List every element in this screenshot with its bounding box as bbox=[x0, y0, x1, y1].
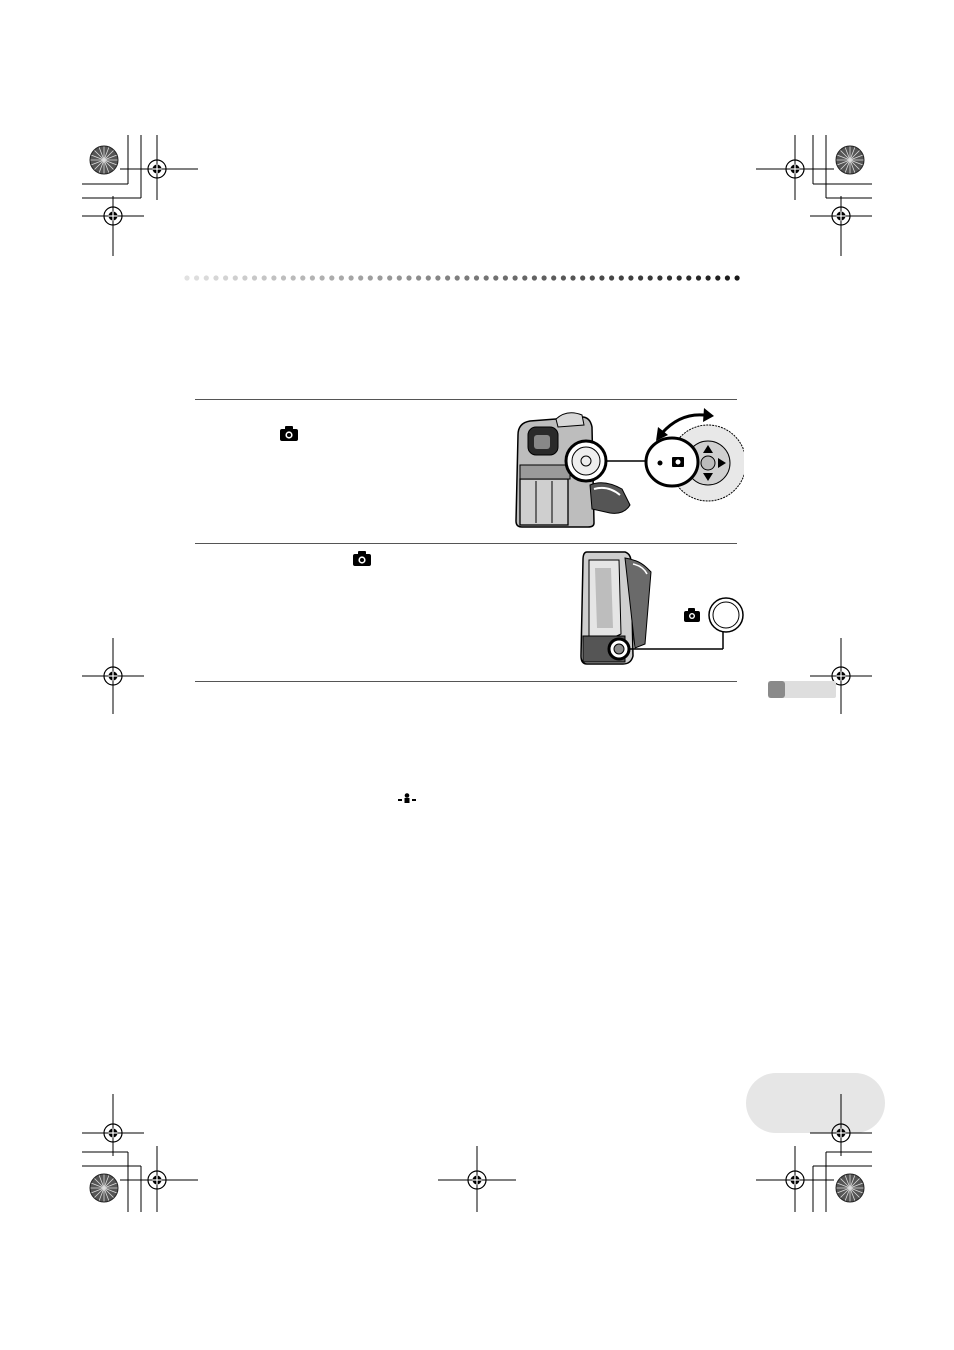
header-dot bbox=[387, 275, 392, 280]
header-dot bbox=[474, 275, 479, 280]
header-dot bbox=[377, 275, 382, 280]
header-dot bbox=[426, 275, 431, 280]
camera-icon bbox=[280, 426, 298, 441]
header-dot bbox=[503, 275, 508, 280]
header-dot bbox=[590, 275, 595, 280]
crop-marks-bottom bbox=[0, 1090, 954, 1220]
header-dot bbox=[281, 275, 286, 280]
header-dot bbox=[455, 275, 460, 280]
header-dot bbox=[609, 275, 614, 280]
header-dot bbox=[184, 275, 189, 280]
crop-marks-top bbox=[0, 0, 954, 270]
person-icon bbox=[398, 793, 416, 803]
header-dot bbox=[358, 275, 363, 280]
header-dot bbox=[406, 275, 411, 280]
camera-icon bbox=[353, 551, 371, 566]
header-dot bbox=[619, 275, 624, 280]
header-dot bbox=[542, 275, 547, 280]
header-dot bbox=[310, 275, 315, 280]
header-dotted-line bbox=[180, 272, 750, 284]
header-dot bbox=[677, 275, 682, 280]
header-dot bbox=[735, 275, 740, 280]
header-dot bbox=[435, 275, 440, 280]
header-dot bbox=[580, 275, 585, 280]
header-dot bbox=[667, 275, 672, 280]
header-dot bbox=[628, 275, 633, 280]
section-rule-top bbox=[195, 399, 737, 400]
header-dot bbox=[561, 275, 566, 280]
header-dot bbox=[416, 275, 421, 280]
header-dot bbox=[599, 275, 604, 280]
header-dot bbox=[648, 275, 653, 280]
header-dot bbox=[262, 275, 267, 280]
header-dot bbox=[657, 275, 662, 280]
header-dot bbox=[484, 275, 489, 280]
header-dot bbox=[445, 275, 450, 280]
header-dot bbox=[706, 275, 711, 280]
header-dot bbox=[725, 275, 730, 280]
header-dot bbox=[204, 275, 209, 280]
header-dot bbox=[271, 275, 276, 280]
header-dot bbox=[252, 275, 257, 280]
header-dot bbox=[464, 275, 469, 280]
header-dot bbox=[638, 275, 643, 280]
header-dot bbox=[291, 275, 296, 280]
header-dot bbox=[522, 275, 527, 280]
section-tab-marker bbox=[768, 681, 785, 698]
header-dot bbox=[686, 275, 691, 280]
header-dot bbox=[339, 275, 344, 280]
header-dot bbox=[223, 275, 228, 280]
header-dot bbox=[493, 275, 498, 280]
header-dot bbox=[242, 275, 247, 280]
header-dot bbox=[300, 275, 305, 280]
header-dot bbox=[213, 275, 218, 280]
header-dot bbox=[194, 275, 199, 280]
header-dot bbox=[715, 275, 720, 280]
mode-dial-illustration bbox=[512, 405, 744, 529]
header-dot bbox=[368, 275, 373, 280]
header-dot bbox=[320, 275, 325, 280]
header-dot bbox=[349, 275, 354, 280]
header-dot bbox=[551, 275, 556, 280]
crop-marks-middle bbox=[0, 630, 954, 720]
header-dot bbox=[233, 275, 238, 280]
header-dot bbox=[513, 275, 518, 280]
header-dot bbox=[397, 275, 402, 280]
header-dot bbox=[329, 275, 334, 280]
header-dot bbox=[532, 275, 537, 280]
section-rule-middle bbox=[195, 543, 737, 544]
header-dot bbox=[696, 275, 701, 280]
header-dot bbox=[570, 275, 575, 280]
